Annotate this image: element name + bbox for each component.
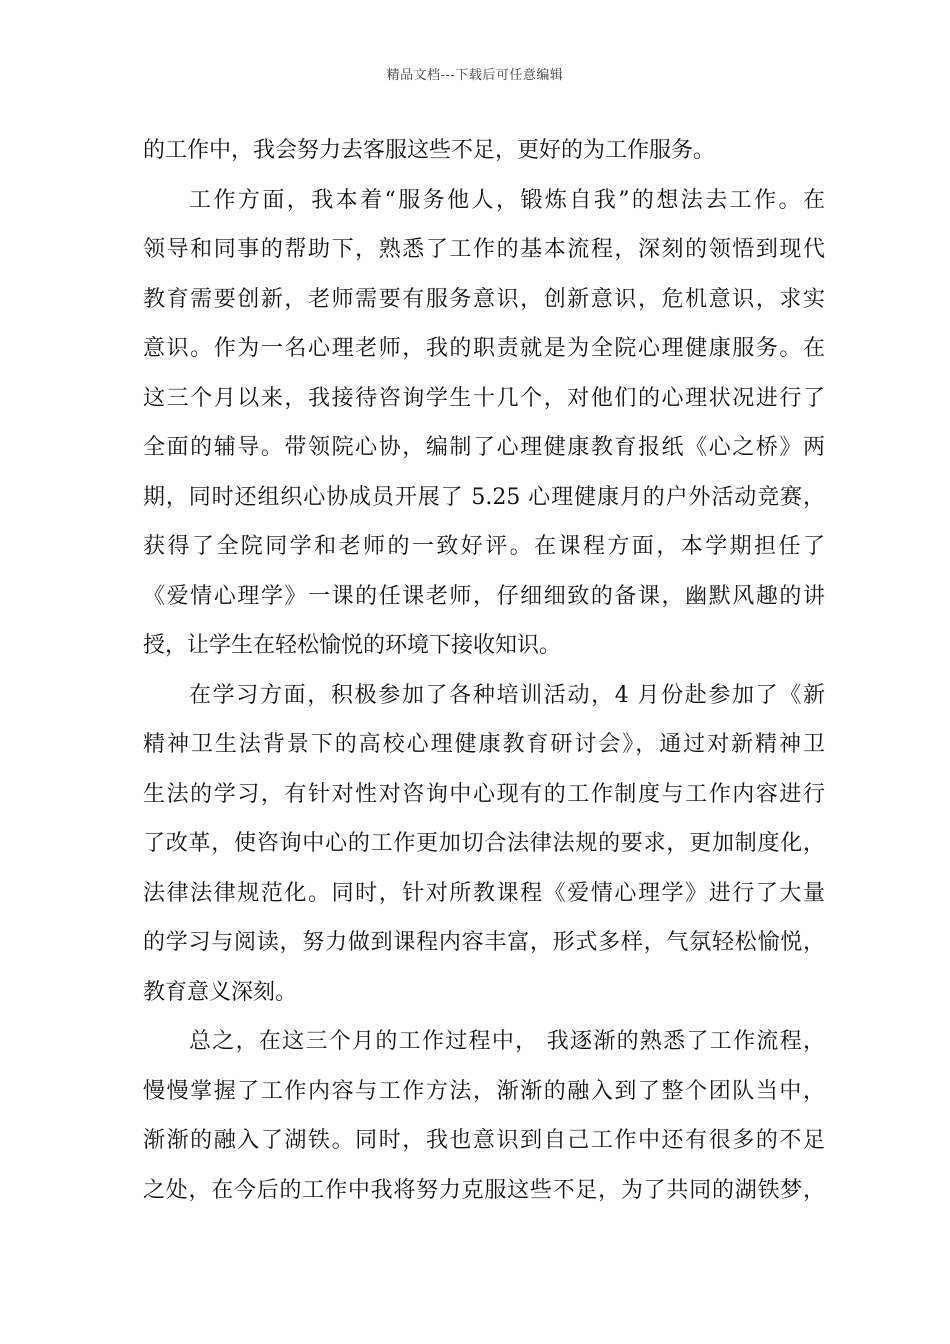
text-line: 法律法律规范化。同时，针对所教课程《爱情心理学》进行了大量 (143, 880, 825, 906)
text-line: 领导和同事的帮助下，熟悉了工作的基本流程，深刻的领悟到现代 (143, 237, 825, 262)
text-line: 意识。作为一名心理老师，我的职责就是为全院心理健康服务。在 (143, 336, 825, 361)
text-line: 教育意义深刻。 (143, 979, 298, 1005)
text-line: 渐渐的融入了湖铁。同时，我也意识到自己工作中还有很多的不足 (143, 1128, 825, 1153)
text-line: 全面的辅导。带领院心协，编制了心理健康教育报纸《心之桥》两 (143, 435, 825, 460)
text-line: 工作方面，我本着“服务他人，锻炼自我”的想法去工作。在 (189, 187, 825, 213)
text-line: 的学习与阅读，努力做到课程内容丰富，形式多样，气氛轻松愉悦， (143, 930, 825, 955)
page-header: 精品文档---下载后可任意编辑 (386, 68, 564, 83)
text-line: 这三个月以来，我接待咨询学生十几个，对他们的心理状况进行了 (143, 385, 825, 411)
text-line: 生法的学习，有针对性对咨询中心现有的工作制度与工作内容进行 (143, 781, 825, 807)
text-line: 教育需要创新，老师需要有服务意识，创新意识，危机意识，求实 (143, 286, 825, 312)
text-line: 期，同时还组织心协成员开展了 5.25 心理健康月的户外活动竞赛， (143, 484, 825, 510)
text-line: 的工作中，我会努力去客服这些不足，更好的为工作服务。 (143, 138, 716, 163)
text-line: 《爱情心理学》一课的任课老师，仔细细致的备课，幽默风趣的讲 (143, 583, 825, 609)
text-line: 之处，在今后的工作中我将努力克服这些不足，为了共同的湖铁梦， (143, 1177, 825, 1203)
text-line: 总之，在这三个月的工作过程中， 我逐渐的熟悉了工作流程， (189, 1029, 825, 1054)
text-line: 在学习方面，积极参加了各种培训活动，4 月份赴参加了《新 (189, 682, 825, 708)
text-line: 获得了全院同学和老师的一致好评。在课程方面，本学期担任了 (143, 534, 825, 559)
text-line: 授，让学生在轻松愉悦的环境下接收知识。 (143, 633, 562, 658)
document-body (143, 126, 825, 1215)
text-line: 精神卫生法背景下的高校心理健康教育研讨会》，通过对新精神卫 (143, 732, 825, 757)
text-line: 慢慢掌握了工作内容与工作方法，渐渐的融入到了整个团队当中， (143, 1078, 825, 1104)
text-line: 了改革，使咨询中心的工作更加切合法律法规的要求，更加制度化， (143, 831, 825, 856)
